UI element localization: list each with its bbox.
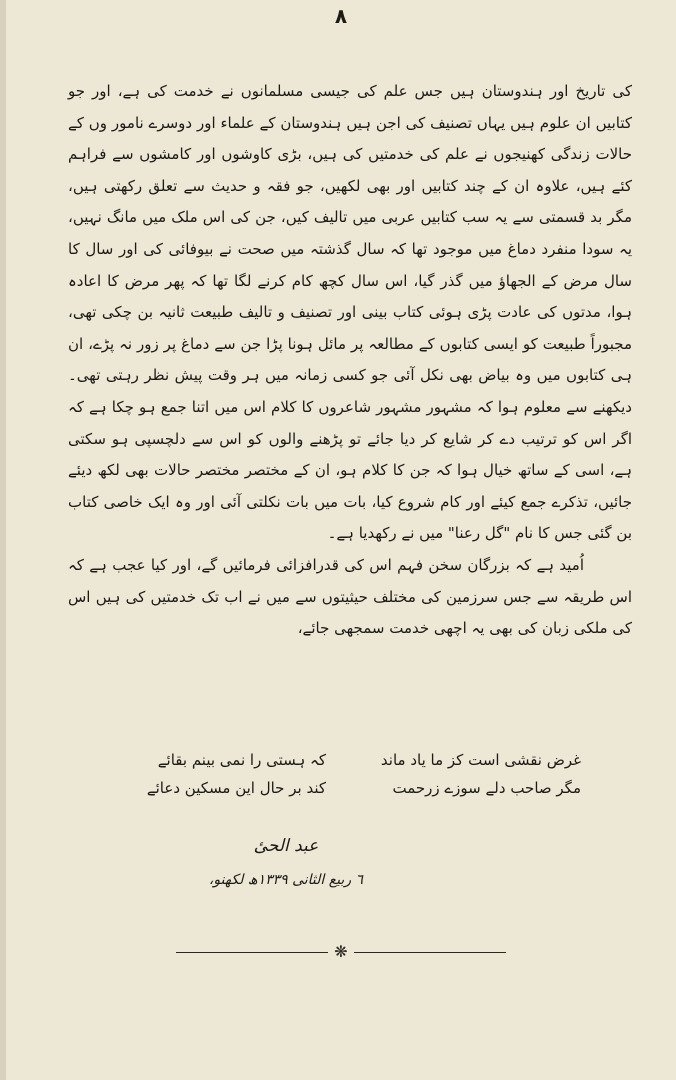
verse-block xyxy=(101,746,581,802)
verse-left-hemistich-2: کند بر حال این مسکین دعائے xyxy=(146,779,326,797)
paragraph-2: اُمید ہے کہ بزرگان سخن فہم اس کی قدرافزائی فرمائیں گے، اور کیا عجب ہے کہ اس طریقہ سے جس سرزمین کی مختلف حیثیتوں سے میں نے اب تک خدمتیں کی ہیں اس کی ملکی زبان کی بھی یہ اچھی خدمت سمجھی جائے، xyxy=(68,555,632,638)
page-number: ٨ xyxy=(334,4,348,28)
divider-rule-left xyxy=(176,952,328,953)
verse-couplet-2 xyxy=(101,774,581,802)
author-signature: عبد الحیٔ xyxy=(253,836,319,856)
divider-rule-right xyxy=(354,952,506,953)
ornament-icon: ❋ xyxy=(334,942,348,961)
signature-dateline: ٦ ربیع الثانی ١٣٣٩ھ لکھنو، xyxy=(208,872,364,888)
verse-right-hemistich-2: مگر صاحب دلے سوزے زرحمت xyxy=(392,779,581,797)
paragraph-1: کی تاریخ اور ہندوستان ہیں جس علم کی جیسی مسلمانوں نے خدمت کی ہے، اور جو کتابیں ان علوم ہیں یہاں تصنیف کی اجن ہیں ہندوستان کے علماء اور دوسرے نامور وں کے حالات زندگی کھنیجوں نے علم کی خدمتیں کی ہیں، بڑی کاوشوں اور کامشوں سے فراہم کئے ہیں، علاوہ ان کے چند کتابیں اور بھی لکھیں، جو فقہ و حدیث سے تعلق رکھتی ہیں، مگر بد قسمتی سے یہ سب کتابیں عربی میں تالیف کیں، جن کی اس ملک میں مانگ نہیں، یہ سودا منفرد دماغ میں موجود تھا کہ سال گذشتہ میں صحت نے بیوفائی کی اور سال کا سال مرض کے الجھاؤ میں گذر گیا، اس سال کچھ کام کرنے لگا تھا کہ پھر مرض کا اعادہ ہوا، مدتوں کی عادت پڑی ہوئی کتاب بینی اور تصنیف و تالیف طبیعت ثانیہ بن چکی تھی، مجبوراً طبیعت کو ایسی کتابوں کے مطالعہ پر مائل ہونا پڑا جن سے دماغ پر زور نہ پڑے، ان ہی کتابوں میں وہ بیاض بھی نکل آئی جو کسی زمانہ میں ہر وقت پیش نظر رہتی تھی۔ دیکھنے سے معلوم ہوا کہ مشہور مشہور شاعروں کا کلام اس میں اتنا جمع ہو چکا ہے کہ اگر اس کو ترتیب دے کر شایع کر دیا جائے تو پڑھنے والوں کو اس سے دلچسپی ہو سکتی ہے، اسی کے ساتھ خیال ہوا کہ جن کا کلام ہو، ان کے مختصر مختصر حالات بھی لکھ دیئے جائیں، تذکرے جمع کیئے اور کام شروع کیا، بات میں بات نکلتی آئی اور وہ ایک خاصی کتاب بن گئی جس کا نام "گل رعنا" میں نے رکھدیا ہے۔ xyxy=(68,82,632,543)
verse-right-hemistich-1: غرض نقشی است کز ما یاد ماند xyxy=(380,751,581,769)
verse-left-hemistich-1: کہ ہستی را نمی بینم بقائے xyxy=(157,751,326,769)
verse-couplet-1 xyxy=(101,746,581,774)
preface-body xyxy=(68,76,632,645)
section-divider xyxy=(176,942,506,962)
